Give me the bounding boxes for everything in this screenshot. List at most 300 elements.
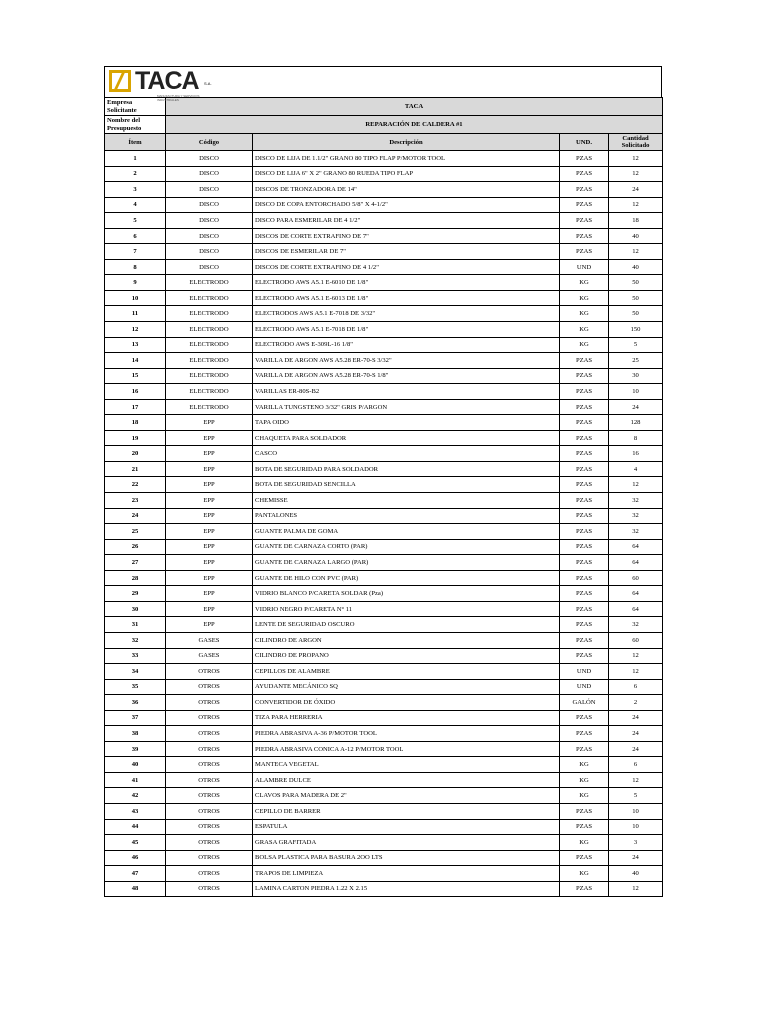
item-unit: PZAS — [560, 819, 609, 835]
col-header-code: Código — [166, 134, 253, 151]
item-code: OTROS — [166, 741, 253, 757]
item-quantity: 12 — [609, 664, 663, 680]
item-description: PIEDRA ABRASIVA CONICA A-12 P/MOTOR TOOL — [253, 741, 560, 757]
item-description: VARILLA DE ARGON AWS A5.28 ER-70-S 1/8" — [253, 368, 560, 384]
table-row — [105, 182, 663, 198]
item-number: 33 — [105, 648, 166, 664]
item-number: 40 — [105, 757, 166, 773]
item-unit: PZAS — [560, 182, 609, 198]
item-quantity: 64 — [609, 601, 663, 617]
item-code: ELECTRODO — [166, 337, 253, 353]
item-description: DISCOS DE CORTE EXTRAFINO DE 7" — [253, 228, 560, 244]
logo-tagline: MANUFACTURA Y SERVICIOS INDUSTRIALES — [157, 94, 200, 102]
item-code: EPP — [166, 570, 253, 586]
item-quantity: 150 — [609, 322, 663, 338]
item-code: DISCO — [166, 182, 253, 198]
item-number: 28 — [105, 570, 166, 586]
table-row — [105, 679, 663, 695]
item-code: OTROS — [166, 695, 253, 711]
item-number: 11 — [105, 306, 166, 322]
item-quantity: 32 — [609, 508, 663, 524]
item-code: GASES — [166, 632, 253, 648]
item-unit: UND — [560, 679, 609, 695]
table-row — [105, 881, 663, 897]
item-number: 21 — [105, 461, 166, 477]
table-row — [105, 259, 663, 275]
item-description: CASCO — [253, 446, 560, 462]
item-quantity: 12 — [609, 772, 663, 788]
item-number: 1 — [105, 151, 166, 167]
item-description: MANTECA VEGETAL — [253, 757, 560, 773]
item-quantity: 50 — [609, 290, 663, 306]
item-unit: KG — [560, 835, 609, 851]
table-row — [105, 648, 663, 664]
item-unit: KG — [560, 788, 609, 804]
company-label: Empresa Solicitante — [105, 98, 166, 116]
item-number: 23 — [105, 493, 166, 509]
item-quantity: 2 — [609, 695, 663, 711]
table-row — [105, 353, 663, 369]
item-code: DISCO — [166, 197, 253, 213]
table-row — [105, 757, 663, 773]
item-unit: PZAS — [560, 648, 609, 664]
table-row — [105, 461, 663, 477]
item-code: DISCO — [166, 151, 253, 167]
item-quantity: 24 — [609, 710, 663, 726]
item-quantity: 40 — [609, 228, 663, 244]
item-number: 5 — [105, 213, 166, 229]
item-number: 27 — [105, 555, 166, 571]
item-unit: PZAS — [560, 570, 609, 586]
table-row — [105, 306, 663, 322]
item-unit: PZAS — [560, 493, 609, 509]
item-unit: PZAS — [560, 850, 609, 866]
col-header-description: Descripción — [253, 134, 560, 151]
item-unit: PZAS — [560, 477, 609, 493]
item-code: OTROS — [166, 850, 253, 866]
item-code: EPP — [166, 555, 253, 571]
table-row — [105, 213, 663, 229]
item-number: 25 — [105, 524, 166, 540]
logo-row — [104, 66, 662, 102]
item-code: OTROS — [166, 835, 253, 851]
item-description: TAPA OIDO — [253, 415, 560, 431]
item-code: EPP — [166, 415, 253, 431]
table-row — [105, 695, 663, 711]
item-quantity: 24 — [609, 399, 663, 415]
table-row — [105, 322, 663, 338]
item-description: PANTALONES — [253, 508, 560, 524]
table-row — [105, 290, 663, 306]
item-unit: PZAS — [560, 151, 609, 167]
logo-text: TACA — [135, 67, 199, 95]
table-row — [105, 508, 663, 524]
item-code: OTROS — [166, 710, 253, 726]
item-description: DISCO PARA ESMERILAR DE 4 1/2" — [253, 213, 560, 229]
item-quantity: 50 — [609, 275, 663, 291]
item-quantity: 60 — [609, 570, 663, 586]
item-number: 15 — [105, 368, 166, 384]
item-unit: KG — [560, 866, 609, 882]
item-unit: PZAS — [560, 368, 609, 384]
table-body — [105, 151, 663, 897]
table-row — [105, 788, 663, 804]
table-row — [105, 632, 663, 648]
item-number: 44 — [105, 819, 166, 835]
item-number: 4 — [105, 197, 166, 213]
logo-mark-icon — [109, 70, 131, 92]
item-quantity: 18 — [609, 213, 663, 229]
item-quantity: 12 — [609, 477, 663, 493]
item-code: OTROS — [166, 757, 253, 773]
item-description: BOLSA PLASTICA PARA BASURA 2OO LTS — [253, 850, 560, 866]
item-quantity: 5 — [609, 337, 663, 353]
item-code: OTROS — [166, 788, 253, 804]
item-code: EPP — [166, 524, 253, 540]
item-code: EPP — [166, 477, 253, 493]
item-code: DISCO — [166, 228, 253, 244]
table-row — [105, 228, 663, 244]
item-description: ELECTRODO AWS A5.1 E-6010 DE 1/8" — [253, 275, 560, 291]
item-unit: PZAS — [560, 726, 609, 742]
item-unit: PZAS — [560, 461, 609, 477]
table-row — [105, 570, 663, 586]
item-number: 38 — [105, 726, 166, 742]
item-number: 26 — [105, 539, 166, 555]
item-description: GUANTE DE CARNAZA CORTO (PAR) — [253, 539, 560, 555]
item-number: 6 — [105, 228, 166, 244]
item-number: 48 — [105, 881, 166, 897]
item-quantity: 3 — [609, 835, 663, 851]
item-quantity: 50 — [609, 306, 663, 322]
item-quantity: 30 — [609, 368, 663, 384]
item-unit: PZAS — [560, 384, 609, 400]
item-description: BOTA DE SEGURIDAD PARA SOLDADOR — [253, 461, 560, 477]
table-row — [105, 399, 663, 415]
item-number: 10 — [105, 290, 166, 306]
table-row — [105, 835, 663, 851]
item-unit: PZAS — [560, 601, 609, 617]
item-number: 31 — [105, 617, 166, 633]
item-number: 46 — [105, 850, 166, 866]
item-unit: PZAS — [560, 586, 609, 602]
item-number: 8 — [105, 259, 166, 275]
purchase-request-sheet — [104, 66, 662, 897]
item-quantity: 60 — [609, 632, 663, 648]
table-row — [105, 151, 663, 167]
item-unit: UND — [560, 259, 609, 275]
item-code: EPP — [166, 461, 253, 477]
table-row — [105, 384, 663, 400]
item-description: CEPILLOS DE ALAMBRE — [253, 664, 560, 680]
item-quantity: 64 — [609, 555, 663, 571]
request-table — [104, 97, 663, 897]
item-code: EPP — [166, 539, 253, 555]
item-description: CHAQUETA PARA SOLDADOR — [253, 430, 560, 446]
item-quantity: 25 — [609, 353, 663, 369]
item-unit: KG — [560, 290, 609, 306]
table-row — [105, 819, 663, 835]
item-number: 18 — [105, 415, 166, 431]
item-quantity: 40 — [609, 866, 663, 882]
item-quantity: 32 — [609, 617, 663, 633]
item-number: 29 — [105, 586, 166, 602]
item-description: CILINDRO DE PROPANO — [253, 648, 560, 664]
item-unit: KG — [560, 322, 609, 338]
table-row — [105, 617, 663, 633]
item-code: EPP — [166, 586, 253, 602]
item-number: 42 — [105, 788, 166, 804]
item-number: 19 — [105, 430, 166, 446]
item-number: 9 — [105, 275, 166, 291]
item-description: PIEDRA ABRASIVA A-36 P/MOTOR TOOL — [253, 726, 560, 742]
item-description: ELECTRODO AWS E-309L-16 1/8" — [253, 337, 560, 353]
item-description: CEPILLO DE BARRER — [253, 803, 560, 819]
col-header-item: Ítem — [105, 134, 166, 151]
company-logo — [105, 67, 213, 102]
item-unit: PZAS — [560, 803, 609, 819]
item-description: VARILLA DE ARGON AWS A5.28 ER-70-S 3/32" — [253, 353, 560, 369]
table-row — [105, 726, 663, 742]
item-description: VIDRIO NEGRO P/CARETA N° 11 — [253, 601, 560, 617]
item-unit: PZAS — [560, 741, 609, 757]
item-quantity: 10 — [609, 384, 663, 400]
table-row — [105, 197, 663, 213]
item-code: EPP — [166, 601, 253, 617]
item-code: ELECTRODO — [166, 353, 253, 369]
item-unit: KG — [560, 757, 609, 773]
item-description: CHEMISSE — [253, 493, 560, 509]
item-unit: PZAS — [560, 539, 609, 555]
item-unit: PZAS — [560, 197, 609, 213]
item-unit: PZAS — [560, 415, 609, 431]
item-description: GUANTE PALMA DE GOMA — [253, 524, 560, 540]
item-number: 20 — [105, 446, 166, 462]
budget-label: Nombre del Presupuesto — [105, 116, 166, 134]
item-number: 41 — [105, 772, 166, 788]
table-row — [105, 244, 663, 260]
item-quantity: 6 — [609, 757, 663, 773]
item-description: TIZA PARA HERRERIA — [253, 710, 560, 726]
item-unit: PZAS — [560, 555, 609, 571]
item-number: 14 — [105, 353, 166, 369]
item-description: ELECTRODOS AWS A5.1 E-7018 DE 3/32" — [253, 306, 560, 322]
item-code: EPP — [166, 493, 253, 509]
table-row — [105, 710, 663, 726]
table-row — [105, 493, 663, 509]
item-quantity: 24 — [609, 741, 663, 757]
table-row — [105, 741, 663, 757]
item-unit: PZAS — [560, 244, 609, 260]
item-number: 22 — [105, 477, 166, 493]
item-number: 3 — [105, 182, 166, 198]
item-description: DISCO DE LIJA DE 1.1/2" GRANO 80 TIPO FLAP P/MOTOR TOOL — [253, 151, 560, 167]
item-code: OTROS — [166, 866, 253, 882]
item-number: 36 — [105, 695, 166, 711]
item-code: OTROS — [166, 803, 253, 819]
item-description: BOTA DE SEGURIDAD SENCILLA — [253, 477, 560, 493]
item-description: DISCOS DE CORTE EXTRAFINO DE 4 1/2" — [253, 259, 560, 275]
item-unit: PZAS — [560, 399, 609, 415]
item-quantity: 24 — [609, 726, 663, 742]
item-number: 12 — [105, 322, 166, 338]
item-quantity: 64 — [609, 539, 663, 555]
item-quantity: 12 — [609, 881, 663, 897]
item-code: ELECTRODO — [166, 275, 253, 291]
table-row — [105, 555, 663, 571]
table-row — [105, 430, 663, 446]
item-unit: PZAS — [560, 508, 609, 524]
item-unit: PZAS — [560, 632, 609, 648]
table-row — [105, 415, 663, 431]
item-unit: PZAS — [560, 881, 609, 897]
item-number: 39 — [105, 741, 166, 757]
budget-row — [105, 116, 663, 134]
col-header-unit: UND. — [560, 134, 609, 151]
item-unit: UND — [560, 664, 609, 680]
item-quantity: 32 — [609, 493, 663, 509]
item-unit: PZAS — [560, 524, 609, 540]
item-code: OTROS — [166, 881, 253, 897]
item-unit: PZAS — [560, 617, 609, 633]
item-unit: PZAS — [560, 446, 609, 462]
item-code: EPP — [166, 508, 253, 524]
table-row — [105, 275, 663, 291]
col-header-quantity: Cantidad Solicitado — [609, 134, 663, 151]
item-description: GRASA GRAFITADA — [253, 835, 560, 851]
item-quantity: 12 — [609, 244, 663, 260]
item-description: VIDRIO BLANCO P/CARETA SOLDAR (Pza) — [253, 586, 560, 602]
item-number: 7 — [105, 244, 166, 260]
item-unit: KG — [560, 306, 609, 322]
item-description: GUANTE DE HILO CON PVC (PAR) — [253, 570, 560, 586]
item-description: LAMINA CARTON PIEDRA 1.22 X 2.15 — [253, 881, 560, 897]
item-description: CILINDRO DE ARGON — [253, 632, 560, 648]
table-row — [105, 368, 663, 384]
item-description: CLAVOS PARA MADERA DE 2" — [253, 788, 560, 804]
item-description: LENTE DE SEGURIDAD OSCURO — [253, 617, 560, 633]
item-description: VARILLA TUNGSTENO 3/32" GRIS P/ARGON — [253, 399, 560, 415]
item-description: GUANTE DE CARNAZA LARGO (PAR) — [253, 555, 560, 571]
item-number: 2 — [105, 166, 166, 182]
item-quantity: 40 — [609, 259, 663, 275]
item-number: 34 — [105, 664, 166, 680]
item-quantity: 10 — [609, 819, 663, 835]
item-description: ALAMBRE DULCE — [253, 772, 560, 788]
item-unit: KG — [560, 772, 609, 788]
item-code: DISCO — [166, 166, 253, 182]
item-quantity: 12 — [609, 151, 663, 167]
table-row — [105, 477, 663, 493]
item-description: DISCO DE COPA ENTORCHADO 5/8" X 4-1/2" — [253, 197, 560, 213]
item-number: 37 — [105, 710, 166, 726]
budget-value: REPARACIÓN DE CALDERA #1 — [166, 116, 663, 134]
item-number: 45 — [105, 835, 166, 851]
item-code: OTROS — [166, 664, 253, 680]
item-code: EPP — [166, 617, 253, 633]
item-code: ELECTRODO — [166, 306, 253, 322]
item-number: 47 — [105, 866, 166, 882]
company-value: TACA — [166, 98, 663, 116]
item-code: GASES — [166, 648, 253, 664]
table-row — [105, 664, 663, 680]
item-number: 24 — [105, 508, 166, 524]
item-description: CONVERTIDOR DE ÓXIDO — [253, 695, 560, 711]
item-code: DISCO — [166, 244, 253, 260]
item-description: AYUDANTE MECÁNICO SQ — [253, 679, 560, 695]
item-quantity: 12 — [609, 197, 663, 213]
item-code: OTROS — [166, 726, 253, 742]
item-code: EPP — [166, 430, 253, 446]
item-unit: PZAS — [560, 166, 609, 182]
item-description: DISCO DE LIJA 6" X 2" GRANO 80 RUEDA TIPO FLAP — [253, 166, 560, 182]
table-row — [105, 166, 663, 182]
item-quantity: 4 — [609, 461, 663, 477]
item-description: ELECTRODO AWS A5.1 E-6013 DE 1/8" — [253, 290, 560, 306]
table-row — [105, 772, 663, 788]
item-description: ELECTRODO AWS A5.1 E-7018 DE 1/8" — [253, 322, 560, 338]
item-quantity: 128 — [609, 415, 663, 431]
table-row — [105, 586, 663, 602]
item-unit: KG — [560, 337, 609, 353]
item-quantity: 16 — [609, 446, 663, 462]
item-code: OTROS — [166, 819, 253, 835]
table-row — [105, 803, 663, 819]
item-unit: PZAS — [560, 353, 609, 369]
item-unit: PZAS — [560, 710, 609, 726]
table-row — [105, 337, 663, 353]
item-description: TRAPOS DE LIMPIEZA — [253, 866, 560, 882]
item-quantity: 32 — [609, 524, 663, 540]
item-number: 32 — [105, 632, 166, 648]
item-quantity: 12 — [609, 648, 663, 664]
item-number: 13 — [105, 337, 166, 353]
item-code: ELECTRODO — [166, 290, 253, 306]
item-code: ELECTRODO — [166, 384, 253, 400]
item-quantity: 5 — [609, 788, 663, 804]
item-code: ELECTRODO — [166, 368, 253, 384]
item-quantity: 24 — [609, 182, 663, 198]
item-number: 17 — [105, 399, 166, 415]
table-row — [105, 850, 663, 866]
table-row — [105, 446, 663, 462]
item-code: DISCO — [166, 213, 253, 229]
item-code: ELECTRODO — [166, 399, 253, 415]
item-quantity: 8 — [609, 430, 663, 446]
item-quantity: 12 — [609, 166, 663, 182]
item-unit: KG — [560, 275, 609, 291]
item-description: ESPATULA — [253, 819, 560, 835]
item-quantity: 10 — [609, 803, 663, 819]
item-code: ELECTRODO — [166, 322, 253, 338]
column-header-row — [105, 134, 663, 151]
table-row — [105, 866, 663, 882]
item-number: 35 — [105, 679, 166, 695]
item-quantity: 6 — [609, 679, 663, 695]
item-unit: PZAS — [560, 430, 609, 446]
item-quantity: 24 — [609, 850, 663, 866]
item-code: EPP — [166, 446, 253, 462]
item-number: 43 — [105, 803, 166, 819]
table-row — [105, 524, 663, 540]
item-code: OTROS — [166, 679, 253, 695]
item-unit: PZAS — [560, 228, 609, 244]
item-description: DISCOS DE TRONZADORA DE 14" — [253, 182, 560, 198]
item-quantity: 64 — [609, 586, 663, 602]
logo-suffix: S.A. — [204, 81, 212, 86]
table-row — [105, 601, 663, 617]
item-unit: GALÓN — [560, 695, 609, 711]
